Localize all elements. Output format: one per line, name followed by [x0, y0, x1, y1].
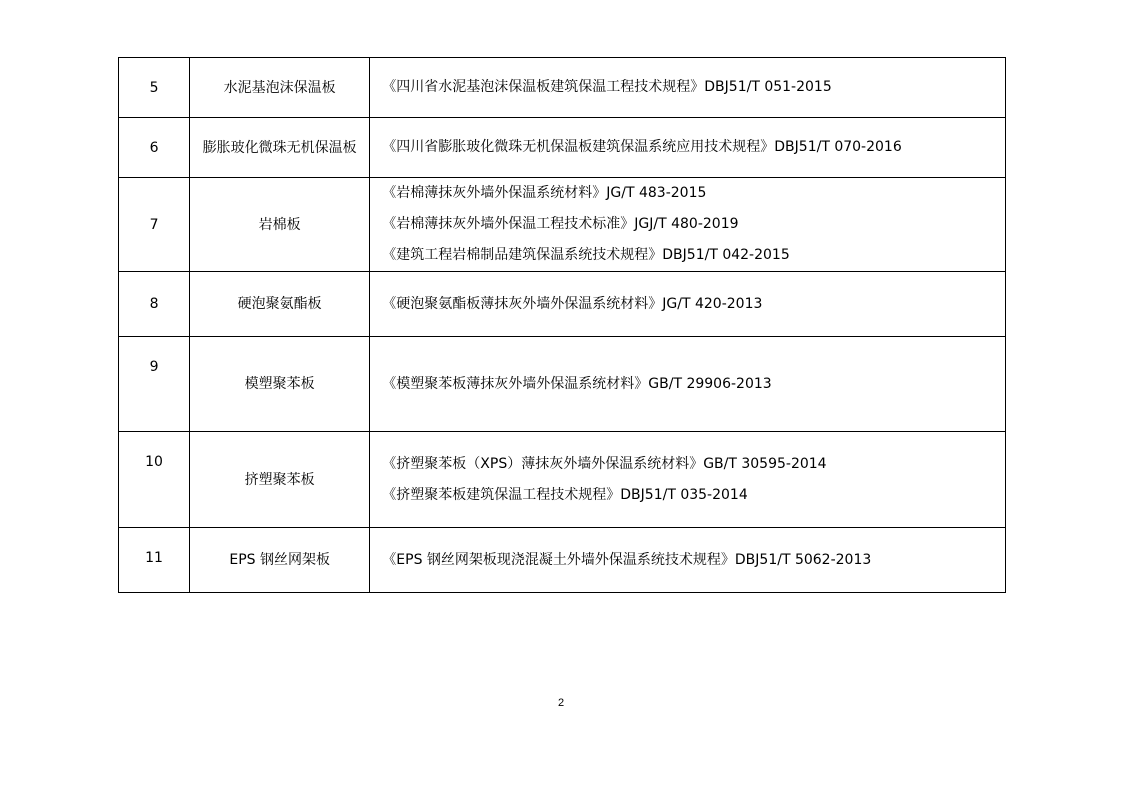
- material-name: 挤塑聚苯板: [190, 432, 370, 528]
- row-number: [119, 337, 190, 432]
- standard-reference: 《四川省水泥基泡沫保温板建筑保温工程技术规程》DBJ51/T 051-2015: [382, 79, 832, 95]
- material-name: 硬泡聚氨酯板: [190, 272, 370, 337]
- table-row: [119, 272, 1006, 337]
- standard-reference: 《挤塑聚苯板（XPS）薄抹灰外墙外保温系统材料》GB/T 30595-2014: [382, 455, 827, 472]
- standards-cell: [370, 272, 1006, 337]
- row-number: 7: [119, 178, 190, 272]
- standards-cell: [370, 528, 1006, 593]
- table-row: [119, 58, 1006, 118]
- table-row: [119, 178, 1006, 272]
- standards-cell: [370, 432, 1006, 528]
- standards-cell: [370, 337, 1006, 432]
- material-name: 模塑聚苯板: [190, 337, 370, 432]
- standard-reference: 《岩棉薄抹灰外墙外保温工程技术标准》JGJ/T 480-2019: [382, 216, 739, 232]
- page-number: 2: [557, 697, 565, 709]
- standards-cell: [370, 178, 1006, 272]
- standard-reference: 《硬泡聚氨酯板薄抹灰外墙外保温系统材料》JG/T 420-2013: [382, 295, 763, 312]
- material-name: 水泥基泡沫保温板: [190, 58, 370, 118]
- standards-cell: [370, 58, 1006, 118]
- row-number: 6: [119, 118, 190, 178]
- table-row: [119, 432, 1006, 528]
- standard-reference: 《模塑聚苯板薄抹灰外墙外保温系统材料》GB/T 29906-2013: [382, 375, 772, 392]
- standard-reference: 《岩棉薄抹灰外墙外保温系统材料》JG/T 483-2015: [382, 185, 707, 201]
- material-name: 岩棉板: [190, 178, 370, 272]
- material-name: EPS 钢丝网架板: [190, 528, 370, 593]
- row-number: 8: [119, 272, 190, 337]
- material-name: 膨胀玻化微珠无机保温板: [190, 118, 370, 178]
- row-number: [119, 432, 190, 528]
- row-number: 5: [119, 58, 190, 118]
- standards-cell: [370, 118, 1006, 178]
- standards-table: [118, 57, 1006, 593]
- standard-reference: 《EPS 钢丝网架板现浇混凝土外墙外保温系统技术规程》DBJ51/T 5062-2013: [382, 551, 872, 568]
- standard-reference: 《四川省膨胀玻化微珠无机保温板建筑保温系统应用技术规程》DBJ51/T 070-2016: [382, 139, 902, 155]
- table-row: [119, 337, 1006, 432]
- standard-reference: 《挤塑聚苯板建筑保温工程技术规程》DBJ51/T 035-2014: [382, 486, 748, 503]
- table-row: [119, 118, 1006, 178]
- standard-reference: 《建筑工程岩棉制品建筑保温系统技术规程》DBJ51/T 042-2015: [382, 247, 790, 263]
- row-number-text: 9: [149, 359, 159, 375]
- row-number-text: 11: [145, 550, 163, 566]
- row-number: [119, 528, 190, 593]
- table-row: [119, 528, 1006, 593]
- row-number-text: 10: [145, 454, 163, 470]
